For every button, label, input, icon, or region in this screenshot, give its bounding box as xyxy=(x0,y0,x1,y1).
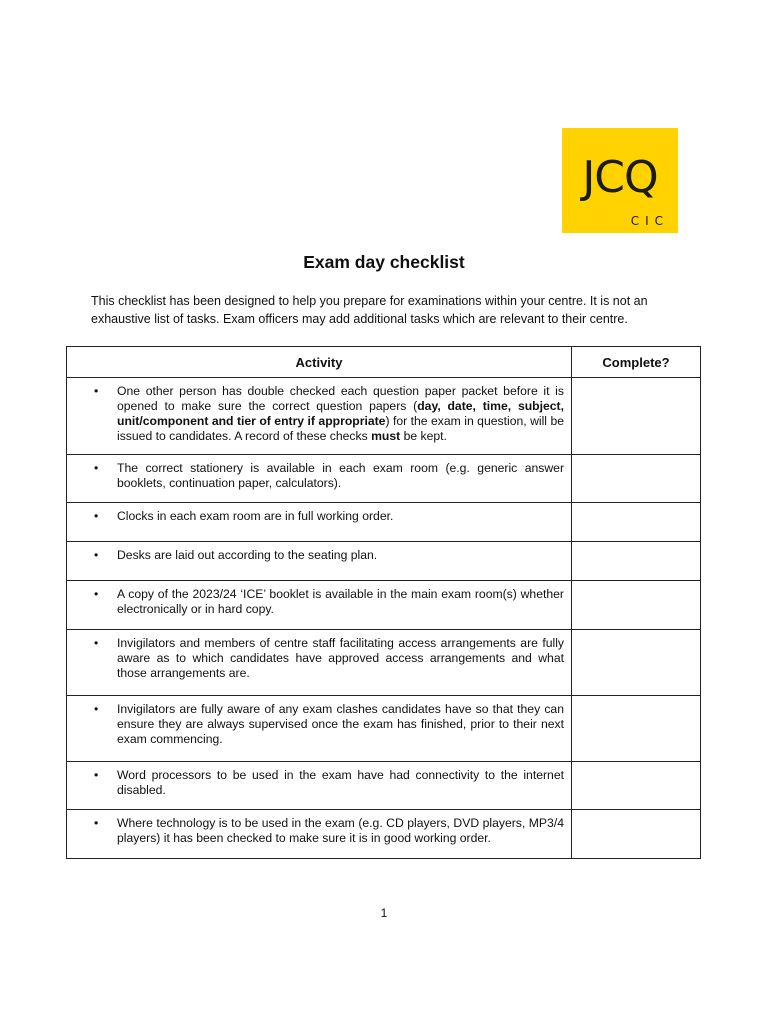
table-row xyxy=(67,630,701,696)
activity-text xyxy=(117,384,564,444)
checklist-body xyxy=(67,378,701,859)
bullet-icon: • xyxy=(94,461,99,475)
complete-cell[interactable] xyxy=(572,503,701,542)
activity-text-segment: Desks are laid out according to the seating plan. xyxy=(117,548,378,562)
activity-text xyxy=(117,509,564,524)
activity-cell xyxy=(67,542,572,581)
complete-cell[interactable] xyxy=(572,810,701,859)
activity-cell xyxy=(67,696,572,762)
activity-text-segment: ) for the exam in question, will be issued to candidates. A record of these checks xyxy=(117,414,564,443)
list-item xyxy=(67,384,564,444)
list-item xyxy=(67,816,564,846)
list-item xyxy=(67,587,564,617)
bullet-icon: • xyxy=(94,816,99,830)
table-row xyxy=(67,455,701,503)
activity-cell xyxy=(67,762,572,810)
activity-text-segment: Invigilators and members of centre staff facilitating access arrangements are fully aware as to which candidates have approved access arrangements and what those arrangements are. xyxy=(117,636,564,680)
table-row xyxy=(67,503,701,542)
bullet-icon: • xyxy=(94,702,99,716)
complete-header: Complete? xyxy=(572,347,701,378)
table-row xyxy=(67,762,701,810)
table-row xyxy=(67,810,701,859)
bullet-icon: • xyxy=(94,384,99,398)
activity-cell xyxy=(67,630,572,696)
list-item xyxy=(67,636,564,681)
activity-cell xyxy=(67,581,572,630)
activity-text-bold: must xyxy=(371,429,401,443)
list-item xyxy=(67,768,564,798)
table-row xyxy=(67,542,701,581)
complete-cell[interactable] xyxy=(572,378,701,455)
table-row xyxy=(67,378,701,455)
list-item xyxy=(67,461,564,491)
activity-cell xyxy=(67,503,572,542)
activity-cell xyxy=(67,378,572,455)
activity-cell xyxy=(67,455,572,503)
activity-text xyxy=(117,768,564,798)
activity-text xyxy=(117,636,564,681)
list-item xyxy=(67,702,564,747)
checklist-table xyxy=(66,346,701,859)
page-number: 1 xyxy=(380,906,388,920)
activity-text xyxy=(117,461,564,491)
activity-text xyxy=(117,548,564,563)
activity-text xyxy=(117,816,564,846)
activity-text-segment: The correct stationery is available in each exam room (e.g. generic answer booklets, continuation paper, calculators). xyxy=(117,461,564,490)
activity-text xyxy=(117,702,564,747)
page-title: Exam day checklist xyxy=(303,252,465,272)
intro-paragraph: This checklist has been designed to help you prepare for examinations within your centre. It is not an exhaustive list of tasks. Exam officers may add additional tasks which are relevant to their centre. xyxy=(91,294,648,326)
list-item xyxy=(67,509,564,524)
complete-cell[interactable] xyxy=(572,581,701,630)
activity-text-segment: One other person has double checked each question paper packet before it is opened to make sure the correct question papers ( xyxy=(117,384,564,413)
activity-text-segment: Where technology is to be used in the exam (e.g. CD players, DVD players, MP3/4 players) it has been checked to make sure it is in good working order. xyxy=(117,816,564,845)
activity-text xyxy=(117,587,564,617)
table-header-row xyxy=(67,347,701,378)
table-row xyxy=(67,696,701,762)
complete-cell[interactable] xyxy=(572,542,701,581)
table-row xyxy=(67,581,701,630)
activity-text-segment: A copy of the 2023/24 ‘ICE’ booklet is available in the main exam room(s) whether electronically or in hard copy. xyxy=(117,587,564,616)
complete-cell[interactable] xyxy=(572,762,701,810)
bullet-icon: • xyxy=(94,509,99,523)
activity-text-segment: Word processors to be used in the exam have had connectivity to the internet disabled. xyxy=(117,768,564,797)
activity-text-segment: Invigilators are fully aware of any exam clashes candidates have so that they can ensure they are always supervised once the exam has finished, prior to their next exam commencing. xyxy=(117,702,564,746)
complete-cell[interactable] xyxy=(572,696,701,762)
jcq-logo xyxy=(562,128,678,233)
activity-cell xyxy=(67,810,572,859)
activity-text-segment: be kept. xyxy=(400,429,447,443)
bullet-icon: • xyxy=(94,636,99,650)
logo-text: JCQ xyxy=(582,152,658,203)
bullet-icon: • xyxy=(94,587,99,601)
complete-cell[interactable] xyxy=(572,630,701,696)
bullet-icon: • xyxy=(94,768,99,782)
list-item xyxy=(67,548,564,563)
activity-text-segment: Clocks in each exam room are in full working order. xyxy=(117,509,394,523)
bullet-icon: • xyxy=(94,548,99,562)
activity-header: Activity xyxy=(67,347,572,378)
logo-subtext: CIC xyxy=(630,214,669,228)
activity-text-bold: day, date, time, subject, unit/component and tier of entry if appropriate xyxy=(117,399,564,428)
complete-cell[interactable] xyxy=(572,455,701,503)
